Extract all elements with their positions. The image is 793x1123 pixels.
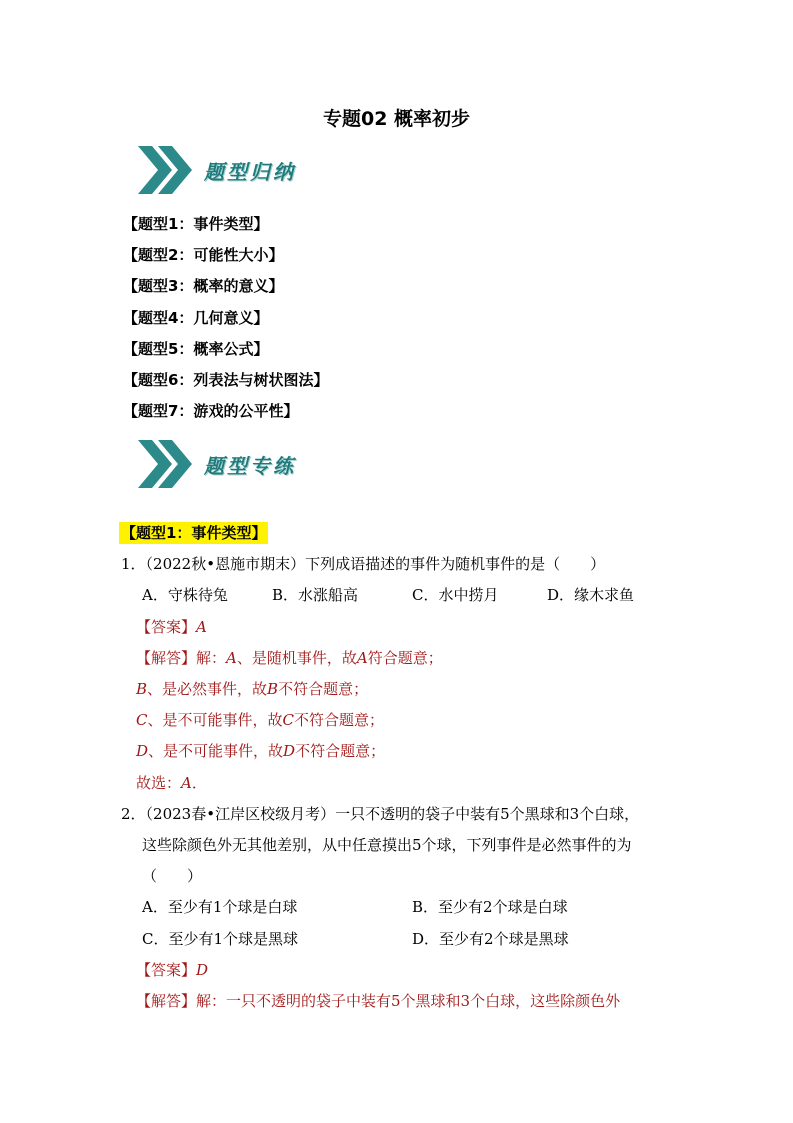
page-title: 专题02 概率初步 [322,108,471,130]
q1-analysis-line [136,740,385,762]
q1-option-a: A．守株待兔 [142,586,228,604]
double-chevron-icon [134,436,194,492]
question-1-stem: 1．（2022秋•恩施市期末）下列成语描述的事件为随机事件的是（ ） [121,555,606,573]
banner-label: 题型归纳 [204,160,296,184]
q2-analysis-line [136,990,620,1012]
analysis-letter: A [356,649,368,667]
analysis-text: 、是必然事件，故 [147,680,268,698]
analysis-text: 解： [196,649,227,667]
q1-answer [136,616,207,638]
topic-item: 【题型2：可能性大小】 [123,246,284,265]
analysis-letter: C [282,711,294,729]
topic-item: 【题型1：事件类型】 [123,215,269,233]
q1-option-d: D．缘木求鱼 [547,586,635,604]
answer-label: 【答案】 [136,618,197,636]
q1-analysis-line [136,678,368,700]
section-banner-practice [134,436,334,492]
section-banner-summary [134,142,334,198]
q1-option-c: C．水中捞月 [412,586,499,604]
topic-item: 【题型3：概率的意义】 [123,277,284,296]
section-heading: 【题型1：事件类型】 [121,524,267,542]
analysis-letter: C [136,711,148,729]
topic-item: 【题型6：列表法与树状图法】 [123,370,329,389]
topic-item: 【题型7：游戏的公平性】 [123,402,299,421]
conclusion-text: 故选： [136,774,182,792]
answer-value: A [196,618,207,636]
q1-analysis-line [136,709,384,731]
conclusion-letter: A [181,774,192,792]
analysis-text: 解：一只不透明的袋子中装有5个黑球和3个白球，这些除颜色外 [196,992,621,1010]
q1-conclusion [136,772,207,794]
analysis-text: 符合题意； [367,649,443,667]
q1-option-b: B．水涨船高 [272,586,359,604]
topic-item: 【题型4：几何意义】 [123,308,269,327]
q1-analysis-line [136,647,443,669]
answer-value: D [196,961,209,979]
analysis-text: 、是随机事件，故 [236,649,357,667]
topic-item: 【题型5：概率公式】 [123,339,269,358]
analysis-text: 不符合题意； [293,711,384,729]
analysis-text: 不符合题意； [295,742,386,760]
banner-label: 题型专练 [204,454,296,478]
analysis-letter: B [267,680,279,698]
topic-list [123,212,328,430]
q2-option-a: A．至少有1个球是白球 [142,898,298,916]
analysis-text: 、是不可能事件，故 [148,742,284,760]
q2-option-c: C．至少有1个球是黑球 [142,930,299,948]
double-chevron-icon [134,142,194,198]
question-2-stem: （ ） [142,867,203,885]
analysis-letter: D [136,742,149,760]
analysis-letter: B [136,680,148,698]
q2-option-b: B．至少有2个球是白球 [412,898,568,916]
conclusion-text: ． [191,774,207,792]
analysis-letter: D [283,742,296,760]
analysis-text: 、是不可能事件，故 [147,711,283,729]
analysis-text: 不符合题意； [278,680,369,698]
analysis-label: 【解答】 [136,992,197,1010]
answer-label: 【答案】 [136,961,197,979]
analysis-label: 【解答】 [136,649,197,667]
q2-answer [136,959,208,981]
question-2-stem: 这些除颜色外无其他差别，从中任意摸出5个球，下列事件是必然事件的为 [142,836,632,854]
analysis-letter: A [226,649,237,667]
q2-option-d: D．至少有2个球是黑球 [412,930,569,948]
question-2-stem: 2．（2023春•江岸区校级月考）一只不透明的袋子中装有5个黑球和3个白球， [121,805,640,823]
